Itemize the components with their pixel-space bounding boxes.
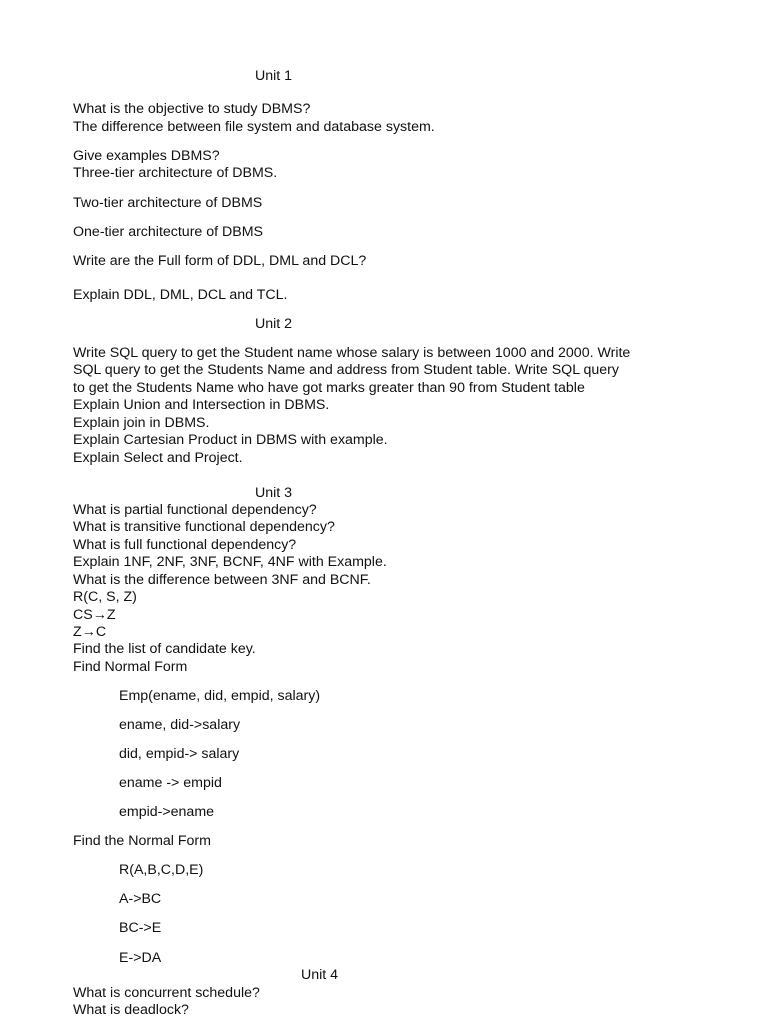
emp-item: ename -> empid [119,775,222,791]
r-item: E->DA [119,950,162,966]
unit1-question: What is the objective to study DBMS? [73,101,311,117]
unit2-question: Explain join in DBMS. [73,415,210,431]
r-item: A->BC [119,891,162,907]
unit3-question: What is transitive functional dependency? [73,519,335,535]
unit2-question: Explain Union and Intersection in DBMS. [73,397,330,413]
unit3-question: What is the difference between 3NF and BCNF. [73,572,371,588]
unit3-heading: Unit 3 [255,485,293,501]
emp-item: ename, did->salary [119,717,241,733]
emp-item: did, empid-> salary [119,746,240,762]
unit2-heading: Unit 2 [255,316,293,332]
unit1-question: Three-tier architecture of DBMS. [73,165,278,181]
unit3-question: Find the list of candidate key. [73,641,256,657]
unit1-question: Write are the Full form of DDL, DML and DCL? [73,253,367,269]
unit2-question: Explain Cartesian Product in DBMS with example. [73,432,388,448]
unit2-paragraph-line: to get the Students Name who have got marks greater than 90 from Student table [73,380,585,396]
unit3-dependency: CS→Z [73,607,116,623]
unit2-paragraph-line: SQL query to get the Students Name and address from Student table. Write SQL query [73,362,619,378]
unit2-question: Explain Select and Project. [73,450,243,466]
unit3-question: What is full functional dependency? [73,537,297,553]
unit1-question: The difference between file system and database system. [73,119,435,135]
unit4-question: What is concurrent schedule? [73,985,260,1001]
unit1-question: Give examples DBMS? [73,148,220,164]
unit3-question: Find the Normal Form [73,833,211,849]
unit3-dependency: Z→C [73,624,107,640]
unit3-relation: R(C, S, Z) [73,589,137,605]
unit3-question: What is partial functional dependency? [73,502,317,518]
unit1-question: Explain DDL, DML, DCL and TCL. [73,287,288,303]
r-item: R(A,B,C,D,E) [119,862,204,878]
unit1-question: Two-tier architecture of DBMS [73,195,263,211]
unit1-question: One-tier architecture of DBMS [73,224,264,240]
unit4-question: What is deadlock? [73,1002,189,1018]
unit2-paragraph-line: Write SQL query to get the Student name whose salary is between 1000 and 2000. Write [73,345,631,361]
emp-item: Emp(ename, did, empid, salary) [119,688,321,704]
r-item: BC->E [119,920,162,936]
unit4-heading: Unit 4 [301,967,339,983]
unit3-question: Find Normal Form [73,659,188,675]
emp-item: empid->ename [119,804,215,820]
unit3-question: Explain 1NF, 2NF, 3NF, BCNF, 4NF with Example. [73,554,387,570]
unit1-heading: Unit 1 [255,68,293,84]
